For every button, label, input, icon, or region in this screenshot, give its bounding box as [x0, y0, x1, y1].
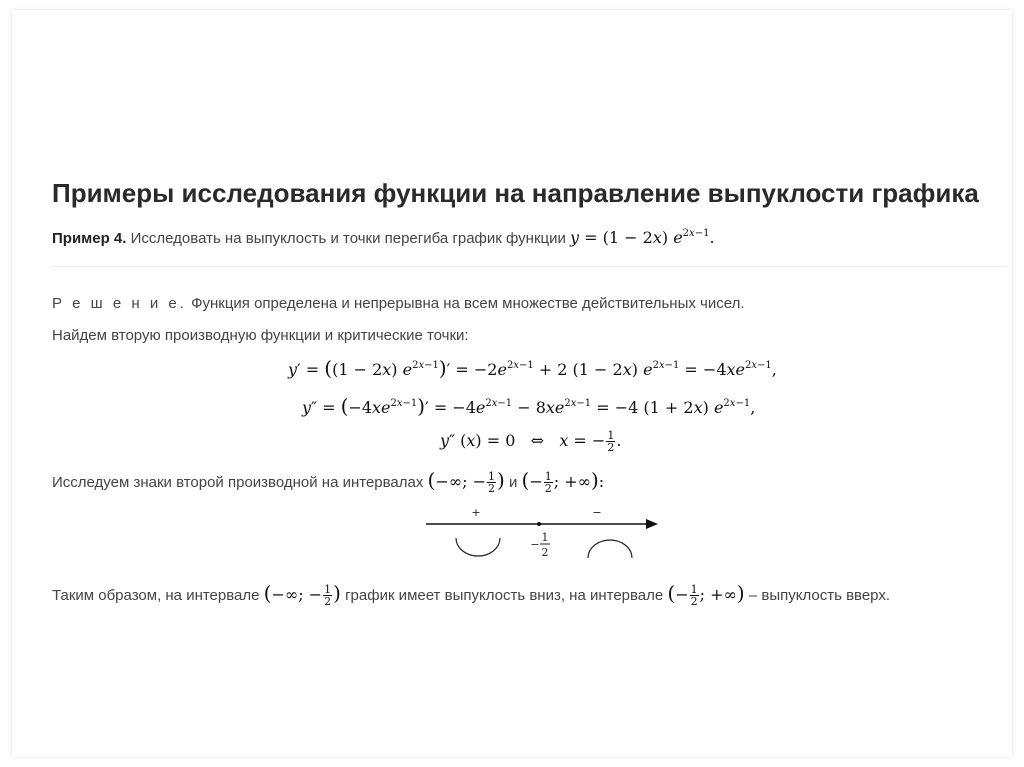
- solution-line: [52, 294, 745, 314]
- solution-label: Р е ш е н и е.: [52, 295, 187, 312]
- point-denominator: 2: [541, 546, 549, 559]
- signs-intro: [52, 470, 604, 494]
- conclusion: [52, 583, 890, 607]
- interval-right: (− $\frac{1}{2}$ ; +∞):: [521, 468, 605, 495]
- sign-chart: [412, 500, 672, 570]
- convex-down-arc-icon: [456, 538, 500, 556]
- conclusion-part1: Таким образом, на интервале: [52, 587, 260, 604]
- axis-arrow-icon: [646, 519, 658, 529]
- solution-text: Функция определена и непрерывна на всем множестве действительных чисел.: [191, 295, 745, 312]
- critical-point-dot: [537, 522, 541, 526]
- second-derivative-formula: $y'' = (-4xe^{2x-1})' = -4e^{2x-1} - 8xe^{2x-1} = -4$ (1 + 2x) $e^{2x-1}$,: [302, 394, 756, 418]
- convex-up-arc-icon: [588, 540, 632, 558]
- critical-point-formula: y″ (x) = 0 ⇔ x = − $\frac{1}{2}$ .: [440, 429, 622, 454]
- divider: [52, 266, 1006, 267]
- conclusion-interval-left: (−∞; − $\frac{1}{2}$ ): [263, 581, 341, 608]
- right-sign: −: [592, 506, 602, 519]
- interval-left: (−∞; − $\frac{1}{2}$ ): [427, 468, 505, 495]
- left-sign: +: [471, 506, 481, 519]
- example-statement: [52, 228, 715, 249]
- function-formula: y = (1 − 2x) $e^{2x-1}$.: [570, 228, 715, 247]
- slide: [12, 10, 1012, 757]
- page-title: Примеры исследования функции на направление выпуклости графика: [52, 178, 979, 208]
- derivative-intro: Найдем вторую производную функции и критические точки:: [52, 327, 469, 344]
- conclusion-part2: график имеет выпуклость вниз, на интервале: [345, 587, 664, 604]
- first-derivative-formula: y′ = ((1 − 2x) $e^{2x-1})' = -2e^{2x-1} + 2$ (1 − 2x) $e^{2x-1} = -4xe^{2x-1}$,: [288, 356, 777, 380]
- point-minus: −: [530, 538, 540, 551]
- signs-intro-text: Исследуем знаки второй производной на интервалах: [52, 474, 424, 491]
- signs-and: и: [508, 474, 518, 491]
- conclusion-interval-right: (− $\frac{1}{2}$ ; +∞): [667, 581, 745, 608]
- example-label: Пример 4.: [52, 230, 127, 247]
- conclusion-part3: – выпуклость вверх.: [748, 587, 891, 604]
- point-numerator: 1: [541, 531, 549, 544]
- example-text: Исследовать на выпуклость и точки перегиба график функции: [130, 230, 566, 247]
